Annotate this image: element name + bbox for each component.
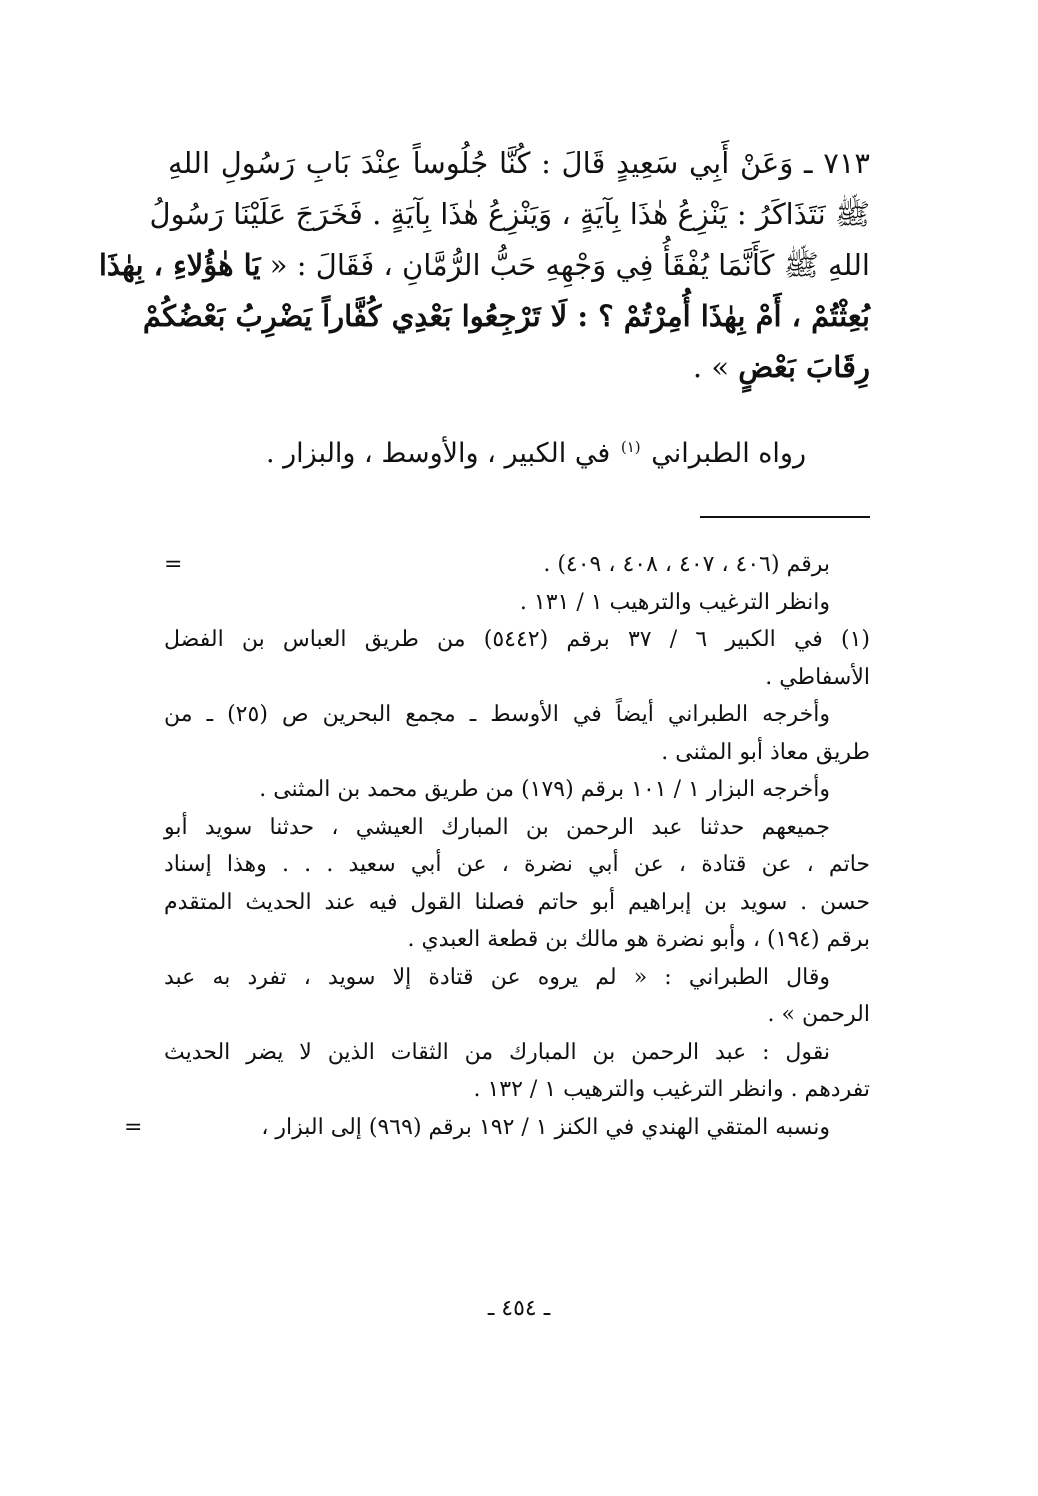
hadith-line-2: ﷺ نَتَذَاكَرُ : يَنْزِعُ هٰذَا بِآيَةٍ ، وَيَنْزِعُ هٰذَا بِآيَةٍ . فَخَرَجَ عَلَيْنَا رَسُولُ: [149, 197, 870, 231]
hadith-close-mark: » .: [692, 350, 730, 384]
footnote-divider: [700, 516, 870, 518]
footnote-line: الأسفاطي .: [765, 664, 870, 690]
source-after: في الكبير ، والأوسط ، والبزار .: [265, 438, 611, 469]
hadith-line-4: بُعِثْتُمْ ، أَمْ بِهٰذَا أُمِرْتُمْ ؟ : لَا تَرْجِعُوا بَعْدِي كُفَّاراً يَضْرِبُ بَعْضُكُمْ: [142, 299, 870, 333]
source-before: رواه الطبراني: [651, 438, 806, 469]
footnote-line: وانظر الترغيب والترهيب ١ / ١٣١ .: [519, 589, 830, 615]
footnote-line-text: ونسبه المتقي الهندي في الكنز ١ / ١٩٢ برقم (٩٦٩) إلى البزار ،: [261, 1114, 830, 1140]
hadith-line-3-text: اللهِ ﷺ كَأَنَّمَا يُفْقَأُ فِي وَجْهِهِ حَبُّ الرُّمَّانِ ، فَقَالَ : «: [269, 248, 870, 282]
footnote-ref-1: (١): [620, 438, 641, 456]
footnote-line: جميعهم حدثنا عبد الرحمن بن المبارك العيشي ، حدثنا سويد أبو: [164, 814, 830, 840]
footnotes: [124, 546, 870, 1146]
footnote-line: نقول : عبد الرحمن بن المبارك من الثقات الذين لا يضر الحديث: [164, 1039, 830, 1065]
footnote-line: برقم (١٩٤) ، وأبو نضرة هو مالك بن قطعة العبدي .: [407, 927, 870, 952]
hadith-text: [98, 138, 870, 393]
hadith-line-3: [98, 240, 870, 291]
source-attribution: [166, 432, 806, 476]
page-number: ـ ٤٥٤ ـ: [487, 1296, 551, 1321]
footnote-line: [164, 546, 870, 584]
hadith-quote-end: رِقَابَ بَعْضٍ: [738, 350, 870, 384]
hadith-quote-start: يَا هٰؤُلاءِ ، بِهٰذَا: [98, 248, 261, 282]
footnote-line: الرحمن » .: [767, 1002, 870, 1027]
hadith-line-5: [168, 342, 870, 393]
footnote-line: حاتم ، عن قتادة ، عن أبي نضرة ، عن أبي سعيد . . . وهذا إسناد: [164, 852, 870, 877]
footnote-line: [124, 1109, 870, 1147]
hadith-line-1: ٧١٣ ـ وَعَنْ أَبِي سَعِيدٍ قَالَ : كُنَّا جُلُوساً عِنْدَ بَابِ رَسُولِ اللهِ: [168, 146, 870, 180]
continuation-mark: =: [124, 1114, 143, 1140]
continuation-mark: =: [164, 552, 183, 577]
footnote-1: (١) في الكبير ٦ / ٣٧ برقم (٥٤٤٢) من طريق العباس بن الفضل: [164, 627, 870, 652]
footnote-line: وقال الطبراني : « لم يروه عن قتادة إلا سويد ، تفرد به عبد: [164, 964, 830, 990]
footnote-line: تفردهم . وانظر الترغيب والترهيب ١ / ١٣٢ .: [473, 1077, 870, 1102]
footnote-line: وأخرجه الطبراني أيضاً في الأوسط ـ مجمع البحرين ص (٢٥) ـ من: [164, 702, 831, 727]
footnote-line: وأخرجه البزار ١ / ١٠١ برقم (١٧٩) من طريق محمد بن المثنى .: [259, 777, 830, 802]
footnote-line: طريق معاذ أبو المثنى .: [661, 739, 870, 765]
footnote-line-text: برقم (٤٠٦ ، ٤٠٧ ، ٤٠٨ ، ٤٠٩) .: [543, 552, 830, 577]
footnote-line: حسن . سويد بن إبراهيم أبو حاتم فصلنا القول فيه عند الحديث المتقدم: [164, 889, 870, 915]
